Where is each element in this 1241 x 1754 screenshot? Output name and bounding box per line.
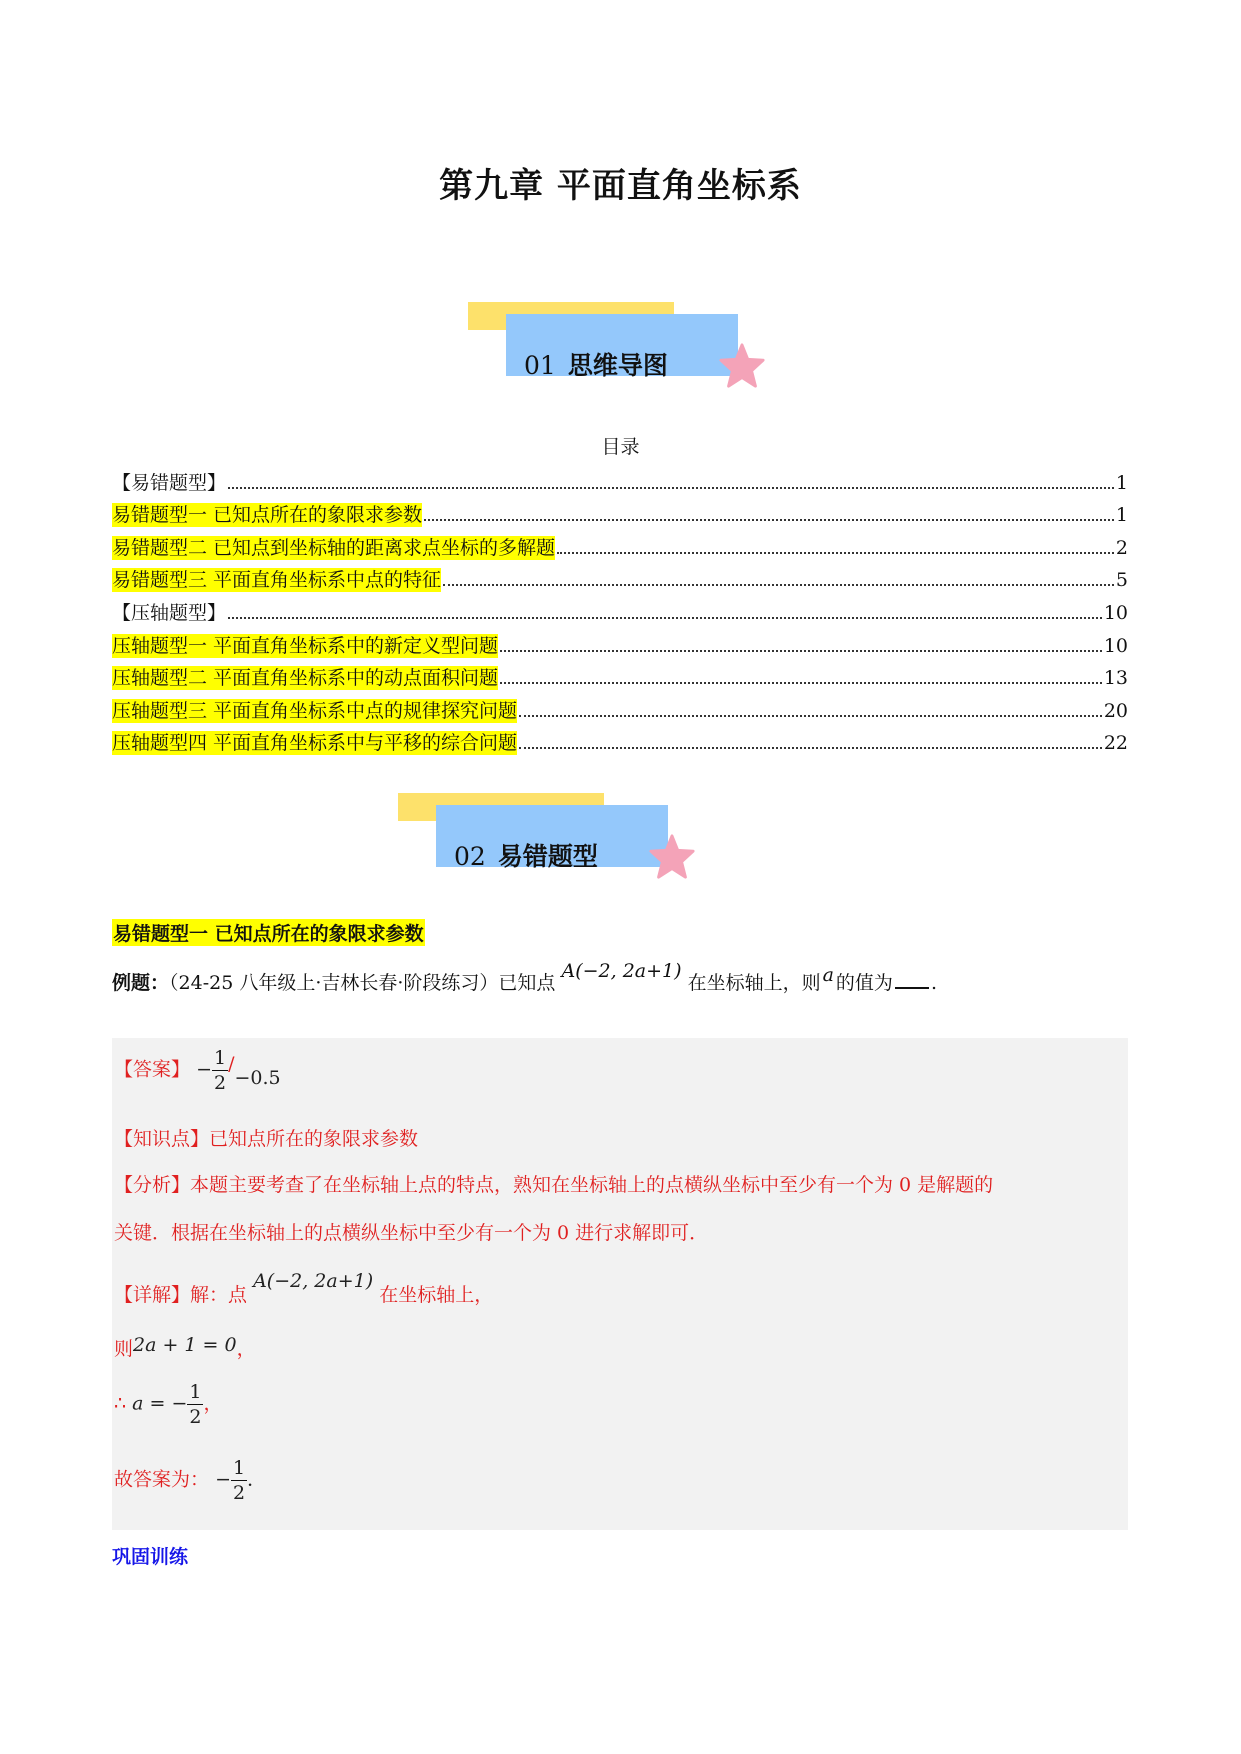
toc-leader	[500, 650, 1102, 652]
toc-entry-text: 易错题型一 已知点所在的象限求参数	[112, 504, 423, 527]
detail-tag: 【详解】	[114, 1284, 191, 1306]
toc-row[interactable]	[112, 560, 1128, 593]
equation-2-fraction	[187, 1380, 203, 1429]
banner-label	[524, 346, 668, 382]
detail-text-2: 在坐标轴上，	[379, 1284, 494, 1306]
therefore-symbol: ∴	[114, 1392, 127, 1415]
toc-page: 2	[1115, 536, 1128, 559]
answer-line	[114, 1046, 281, 1095]
final-fraction	[231, 1456, 247, 1505]
toc-entry-text: 压轴题型三 平面直角坐标系中点的规律探究问题	[112, 699, 518, 722]
example-middle: 在坐标轴上，则	[687, 972, 821, 994]
toc-title: 目录	[601, 436, 640, 458]
point-expression: A(−2, 2a+1)	[561, 960, 682, 982]
toc-leader	[500, 682, 1102, 684]
then-word: 则	[114, 1338, 134, 1360]
example-end: 的值为	[835, 972, 893, 994]
answer-fraction	[212, 1046, 228, 1095]
toc-leader	[228, 487, 1114, 489]
detail-point: A(−2, 2a+1)	[253, 1270, 374, 1292]
toc-row[interactable]	[112, 592, 1128, 625]
toc-page: 22	[1103, 732, 1128, 755]
toc-row[interactable]	[112, 625, 1128, 658]
toc-page: 5	[1115, 569, 1128, 592]
toc-entry-text: 易错题型二 已知点到坐标轴的距离求点坐标的多解题	[112, 536, 556, 559]
banner-number: 01	[524, 351, 556, 380]
toc-entry-text: 【易错题型】	[112, 471, 227, 494]
toc-entry-text: 压轴题型二 平面直角坐标系中的动点面积问题	[112, 667, 499, 690]
answer-decimal: −0.5	[234, 1066, 281, 1089]
equation-line-2	[114, 1380, 223, 1429]
table-of-contents	[112, 462, 1128, 755]
banner-text: 思维导图	[567, 351, 668, 380]
fraction-denominator: 2	[213, 1072, 227, 1094]
toc-page: 10	[1103, 601, 1128, 624]
banner-mindmap	[468, 302, 768, 402]
analysis-text-2: 关键．根据在坐标轴上的点横纵坐标中至少有一个为 0 进行求解即可．	[114, 1222, 709, 1244]
toc-leader	[228, 617, 1102, 619]
answer-slash: /	[228, 1052, 235, 1075]
example-source: （24-25 八年级上·吉林长春·阶段练习）已知点	[169, 972, 556, 994]
equation-line-1	[114, 1334, 256, 1361]
knowledge-point-tag: 【知识点】	[114, 1128, 210, 1150]
toc-entry-text: 压轴题型一 平面直角坐标系中的新定义型问题	[112, 634, 499, 657]
analysis-line-2	[114, 1218, 708, 1245]
toc-row[interactable]	[112, 495, 1128, 528]
toc-entry-text: 易错题型三 平面直角坐标系中点的特征	[112, 569, 442, 592]
final-period: ．	[247, 1468, 267, 1491]
detail-text-1: 解：点	[190, 1284, 248, 1306]
toc-page: 20	[1103, 699, 1128, 722]
answer-sign: −	[196, 1058, 212, 1081]
consolidation-heading: 巩固训练	[112, 1546, 189, 1568]
toc-page: 13	[1103, 667, 1128, 690]
toc-page: 10	[1103, 634, 1128, 657]
toc-entry-text: 压轴题型四 平面直角坐标系中与平移的综合问题	[112, 732, 518, 755]
analysis-line-1	[114, 1170, 993, 1197]
answer-box	[112, 1038, 1128, 1530]
fraction-numerator: 1	[189, 1381, 202, 1403]
toc-row[interactable]	[112, 658, 1128, 691]
answer-tag: 【答案】	[114, 1058, 191, 1081]
equation-1: 2a + 1 = 0	[133, 1334, 237, 1356]
star-icon	[718, 342, 766, 390]
fraction-denominator: 2	[232, 1482, 246, 1504]
fraction-denominator: 2	[189, 1406, 202, 1428]
knowledge-point-text: 已知点所在的象限求参数	[209, 1128, 419, 1150]
toc-page: 1	[1115, 471, 1128, 494]
example-period: .	[930, 972, 937, 994]
detail-line	[114, 1270, 494, 1307]
star-icon	[648, 833, 696, 881]
toc-row[interactable]	[112, 723, 1128, 756]
example-label: 例题：	[112, 972, 170, 994]
final-answer-text: 故答案为：	[114, 1468, 210, 1491]
final-sign: −	[215, 1468, 231, 1491]
toc-leader	[557, 552, 1114, 554]
toc-leader	[519, 715, 1102, 717]
toc-entry-text: 【压轴题型】	[112, 601, 227, 624]
toc-page: 1	[1115, 504, 1128, 527]
final-answer-line	[114, 1456, 266, 1505]
toc-row[interactable]	[112, 462, 1128, 495]
analysis-tag: 【分析】	[114, 1174, 191, 1196]
fraction-numerator: 1	[232, 1457, 246, 1479]
toc-leader	[443, 584, 1114, 586]
toc-leader	[519, 747, 1102, 749]
banner-label	[454, 837, 598, 873]
banner-error-types	[398, 793, 698, 893]
answer-blank	[895, 987, 929, 989]
section-heading: 易错题型一 已知点所在的象限求参数	[112, 919, 425, 946]
equation-comma: ，	[236, 1338, 256, 1360]
variable-a: a	[822, 964, 834, 986]
toc-row[interactable]	[112, 527, 1128, 560]
fraction-numerator: 1	[213, 1047, 227, 1069]
banner-text: 易错题型	[497, 842, 598, 871]
knowledge-point-line	[114, 1124, 418, 1151]
toc-row[interactable]	[112, 690, 1128, 723]
analysis-text-1: 本题主要考查了在坐标轴上点的特点，熟知在坐标轴上的点横纵坐标中至少有一个为 0 是解题的	[190, 1174, 994, 1196]
example-question	[112, 960, 1128, 995]
equation-2-lhs: a = −	[132, 1392, 188, 1415]
equation-2-comma: ，	[203, 1392, 223, 1415]
banner-number: 02	[454, 842, 486, 871]
page-title: 第九章 平面直角坐标系	[439, 166, 802, 206]
toc-leader	[424, 519, 1114, 521]
